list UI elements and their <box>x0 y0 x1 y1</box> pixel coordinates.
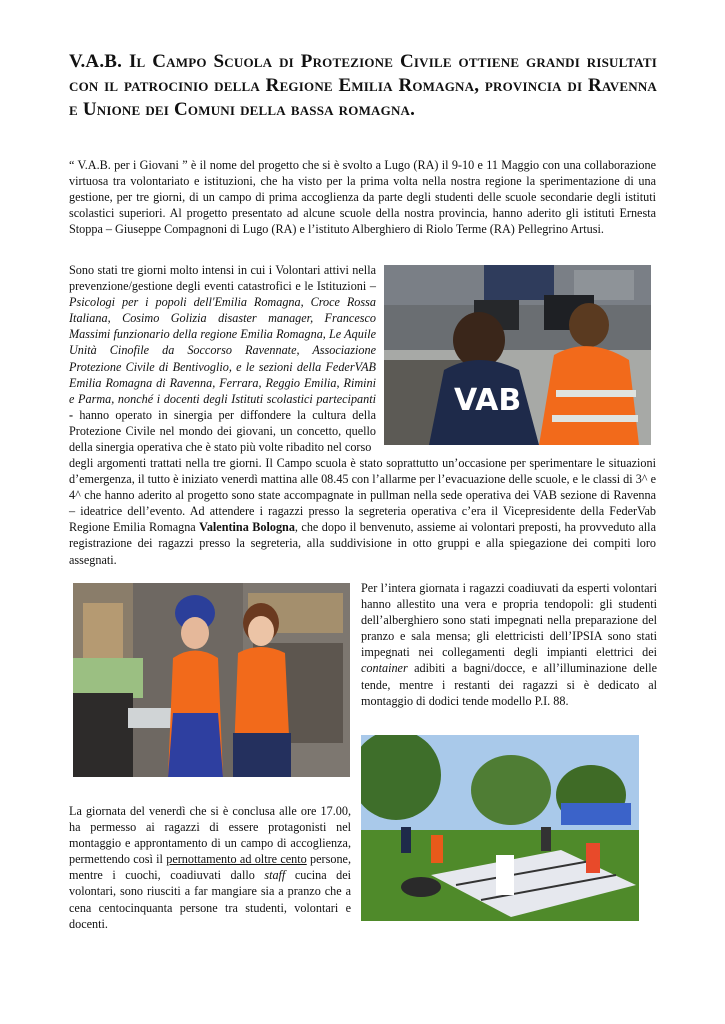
text-run: Sono stati tre giorni molto intensi in cui i Volontari attivi nella prevenzione/gestione degli eventi catastrofici e le Istituzioni – <box>69 263 376 294</box>
text-run: hanno operato in sinergia per diffondere la cultura della Protezione Civile nel mondo dei giovani, un concetto, quello della sinergia operativa che è stato più volte ribadito nel corso <box>69 407 376 455</box>
title-part: cuola di <box>224 51 301 72</box>
campo-scuola-paragraph <box>69 455 656 568</box>
text-run: cucina dei volontari, sono riusciti a far mangiare sia a pranzo che a cena centocinquanta persone tra studenti, volontari e docenti. <box>69 868 351 931</box>
text-run: , che dopo il benvenuto, assieme ai volontari preposti, ha provveduto alla registrazione dei ragazzi presso la segreteria, alla suddivisione in otto gruppi e alla spiegazione dei compiti loro assegnati. <box>69 520 656 567</box>
text-run: La giornata del venerdì che si è conclusa alle ore 17.00, ha permesso ai ragazzi di essere protagonisti nel montaggio e approntamento di un campo di accoglienza, permettendo così il <box>69 804 351 867</box>
title-part: ivile ottiene grandi risultati con il patrocinio della <box>69 51 657 96</box>
text-run: degli argomenti trattati nella tre giorni. Il Campo scuola è stato soprattutto un’occasione per sperimentare le situazioni d’emergenza, il tutto è iniziato venerdì mattina alle 08.45 con l’allarme per l’evacuazione delle scuole, e le classi di 3^ e 4^ che hanno aderito al progetto sono state accompagnate in pullman nella sede operativa dei VAB sezione di Ravenna – ideatrice dell’evento. Ad attendere i ragazzi presso la segreteria operativa c’era il Vicepresidente della FederVab Regione Emilia Romagna <box>69 456 656 535</box>
title-part: nione dei <box>96 99 174 120</box>
intro-paragraph: “ V.A.B. per i Giovani ” è il nome del progetto che si è svolto a Lugo (RA) il 9-10 e 11 Maggio con una collaborazione virtuosa tra volontariato e istituzioni, che ha visto per la prima volta nella nostra regione la sperimentazione di una gestione, per tre giorni, di un campo di prima accoglienza da parte degli studenti delle scuole secondarie degli istituti scolastici superiori. Al progetto presentato ad alcune scuole della nostra provincia, hanno aderito gli istituti Ernesta Stoppa – Giuseppe Compagnoni di Lugo (RA) e l’istituto Alberghiero di Riolo Terme (RA) Pellegrino Artusi. <box>69 158 656 237</box>
title-part: ampo <box>166 51 214 72</box>
text-run: persone, mentre i cuochi, coadiuvati dallo <box>69 852 351 883</box>
text-run-bold: - <box>69 407 80 422</box>
text-run: Per l’intera giornata i ragazzi coadiuvati da esperti volontari hanno allestito una vera e propria tendopoli: gli studenti dell’alberghiero sono stati impegnati nella preparazione del pranzo e sala mensa; gli elettricisti dell’IPSIA sono stati impegnati nei collegamenti degli impianti elettrici dei <box>361 581 657 660</box>
title-part: S <box>213 51 225 72</box>
title-part: egione <box>279 75 339 96</box>
title-part: omagna, provincia di <box>412 75 588 96</box>
photo-kitchen <box>73 583 350 777</box>
title-part: R <box>587 75 602 96</box>
title-part: R <box>398 75 413 96</box>
title-part: C <box>174 99 188 120</box>
text-run: adibiti a bagni/docce, e all’illuminazione delle tende, mentre i restanti dei ragazzi si è dedicato al montaggio di dodici tende modello P.I. 88. <box>361 661 657 708</box>
text-run-underlined: pernottamento ad oltre cento <box>166 852 307 867</box>
title-part: l <box>136 51 153 72</box>
friday-paragraph <box>69 803 351 932</box>
title-part: milia <box>351 75 399 96</box>
volunteers-paragraph <box>69 262 376 455</box>
title-part: C <box>152 51 167 72</box>
text-run-italic: Psicologi per i popoli dell'Emilia Romagna, Croce Rossa Italiana, Cosimo Golizia disaster manager, Francesco Massimi funzionario della regione Emilia Romagna, Le Aquile Unità Cinofile da Soccorso Ravennate, Associazione Protezione Civile di Bentivoglio, e le sezioni della FederVAB Emilia Romagna di Ravenna, Ferrara, Reggio Emilia, Rimini e Parma, nonché i docenti degli Istituti scolastici partecipanti <box>69 295 376 406</box>
title-part: P <box>300 51 313 72</box>
title-part: omuni della bassa romagna. <box>187 99 416 120</box>
article-title <box>69 50 657 122</box>
title-part: avenna e <box>69 75 657 120</box>
text-run-italic: staff <box>264 868 286 883</box>
title-part: C <box>399 51 414 72</box>
title-part: U <box>82 99 97 120</box>
photo-tent-assembly <box>361 735 639 921</box>
title-part: E <box>338 75 352 96</box>
title-part: V.A.B. I <box>69 51 137 72</box>
title-part: R <box>265 75 280 96</box>
text-run-bold: Valentina Bologna <box>199 520 295 535</box>
title-part: rotezione <box>312 51 400 72</box>
photo-operations-room <box>384 265 651 445</box>
text-run-italic: container <box>361 661 408 676</box>
jacket-text: VAB <box>454 383 522 418</box>
tendopoli-paragraph <box>361 580 657 709</box>
